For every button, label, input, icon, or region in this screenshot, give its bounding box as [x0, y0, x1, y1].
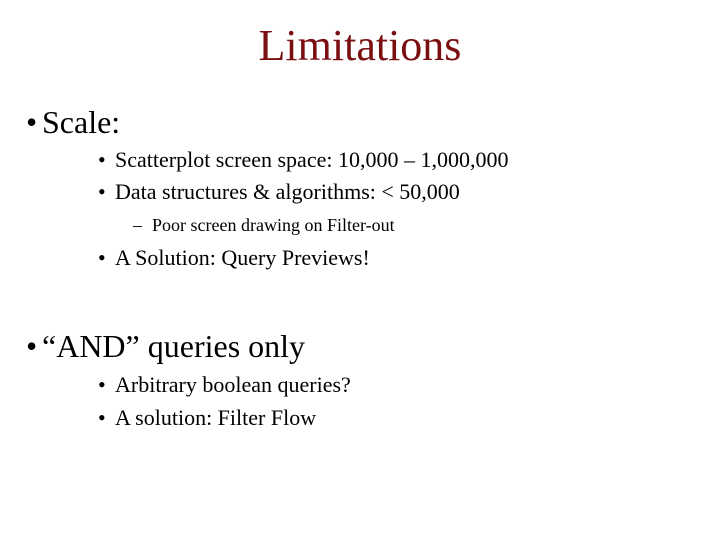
sub-bullet-arbitrary-boolean — [0, 370, 351, 400]
bullet-mark: • — [26, 104, 38, 140]
sub-bullet-scatterplot — [0, 145, 508, 175]
bullet-mark: • — [98, 405, 106, 430]
bullet-text: “AND” queries only — [42, 328, 306, 364]
dash-mark: – — [133, 215, 142, 235]
bullet-text: Poor screen drawing on Filter-out — [152, 215, 395, 235]
bullet-text: Data structures & algorithms: < 50,000 — [115, 179, 460, 204]
sub-bullet-data-structures — [0, 177, 460, 207]
bullet-text: A solution: Filter Flow — [115, 405, 317, 430]
sub-bullet-filter-flow — [0, 403, 316, 433]
slide-title: Limitations — [258, 21, 462, 70]
sub-bullet-query-previews — [0, 243, 370, 273]
bullet-mark: • — [26, 328, 38, 364]
bullet-mark: • — [98, 372, 106, 397]
bullet-mark: • — [98, 245, 106, 270]
bullet-text: Scatterplot screen space: 10,000 – 1,000,000 — [115, 147, 509, 172]
bullet-text: Scale: — [42, 104, 121, 140]
bullet-text: Arbitrary boolean queries? — [115, 372, 351, 397]
sub-sub-bullet-poor-drawing — [0, 213, 395, 237]
bullet-scale — [0, 102, 120, 142]
bullet-and-queries — [0, 326, 305, 366]
bullet-mark: • — [98, 147, 106, 172]
bullet-mark: • — [98, 179, 106, 204]
bullet-text: A Solution: Query Previews! — [115, 245, 370, 270]
